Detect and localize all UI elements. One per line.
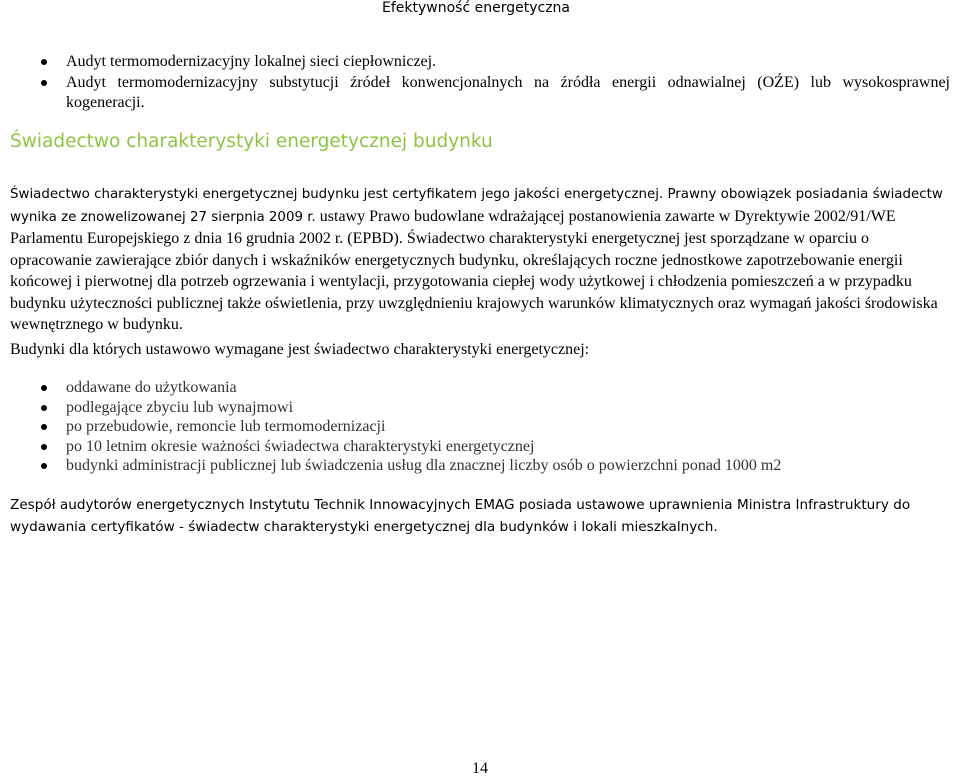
- list-item: [38, 52, 950, 73]
- required-buildings-list: [38, 378, 781, 476]
- list-item: [38, 456, 781, 476]
- list-item-text: po przebudowie, remoncie lub termomodernizacji: [66, 418, 386, 435]
- list-item-text: Audyt termomodernizacyjny lokalnej sieci ciepłowniczej.: [66, 53, 437, 70]
- list-item-text: oddawane do użytkowania: [66, 379, 237, 396]
- intro-paragraph: [10, 183, 948, 336]
- list-item-text: podlegające zbyciu lub wynajmowi: [66, 398, 294, 416]
- list-item: [38, 417, 781, 437]
- bullet-icon: [41, 59, 47, 65]
- bullet-icon: [41, 463, 47, 469]
- list-item: [38, 437, 781, 457]
- list-item-text: budynki administracji publicznej lub świadczenia usług dla znacznej liczby osób o powierzchni ponad 1000 m2: [66, 457, 782, 474]
- required-buildings-intro: Budynki dla których ustawowo wymagane jest świadectwo charakterystyki energetycznej:: [10, 341, 590, 358]
- list-item-text: Audyt termomodernizacyjny substytucji źródeł konwencjonalnych na źródła energii odnawialnej (OŹE) lub wysokosprawnej kogeneracji.: [66, 73, 950, 111]
- intro-lead-text: Świadectwo charakterystyki energetycznej budynku jest certyfikatem jego jakości energetycznej. Prawny obowiązek posiadania świadectw wynika ze znowelizowanej 27 sierpnia 2009 r.: [10, 187, 943, 225]
- list-item-text: po 10 letnim okresie ważności świadectwa charakterystyki energetycznej: [66, 437, 535, 455]
- list-item: [38, 398, 781, 418]
- list-item: [38, 378, 781, 398]
- page-number: 14: [472, 760, 488, 777]
- bullet-icon: [41, 405, 47, 411]
- bullet-icon: [41, 444, 47, 450]
- section-title: Świadectwo charakterystyki energetycznej budynku: [10, 131, 493, 152]
- list-item: [38, 73, 950, 114]
- audit-types-list: [38, 52, 950, 114]
- bullet-icon: [41, 385, 47, 391]
- bullet-icon: [41, 424, 47, 430]
- intro-body-text: ustawy Prawo budowlane wdrażającej postanowienia zawarte w Dyrektywie 2002/91/WE Parlamentu Europejskiego z dnia 16 grudnia 2002 r. (EPBD). Świadectwo charakterystyki energetycznej jest sporządzane w oparciu o opracowanie zawierające zbiór danych i wskaźników energetycznych budynku, określających roczne jednostkowe zapotrzebowanie energii końcowej i pierwotnej dla potrzeb ogrzewania i wentylacji, przygotowania ciepłej wody użytkowej i chłodzenia pomieszczeń a w przypadku budynku użyteczności publicznej także oświetlenia, przy uwzględnieniu krajowych warunków klimatycznych oraz wymagań jakości środowiska wewnętrznego w budynku.: [10, 207, 938, 333]
- running-header: Efektywność energetyczna: [382, 0, 570, 16]
- auditors-paragraph: Zespół audytorów energetycznych Instytutu Technik Innowacyjnych EMAG posiada ustawowe uprawnienia Ministra Infrastruktury do wydawania certyfikatów - świadectw charakterystyki energetycznej dla budynków i lokali mieszkalnych.: [10, 497, 911, 535]
- bullet-icon: [41, 80, 47, 86]
